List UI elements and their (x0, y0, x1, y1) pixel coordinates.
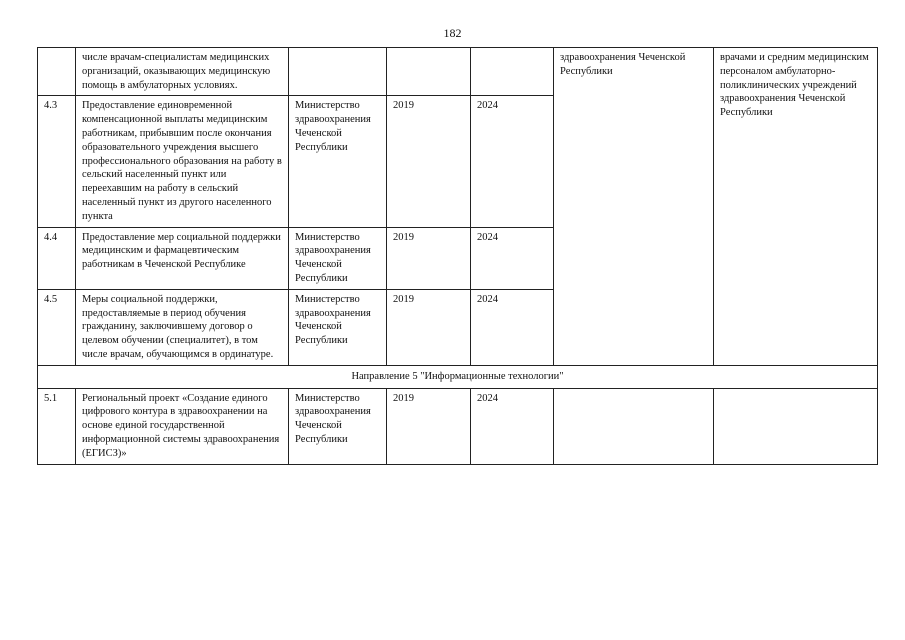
measure-name: числе врачам-специалистам медицинских организаций, оказывающих медицинскую помощь в амбулаторных условиях. (76, 48, 289, 96)
indicator-link (714, 388, 878, 464)
executor: Министерство здравоохранения Чеченской Республики (289, 96, 387, 227)
direction-row (38, 365, 878, 388)
measures-table (37, 47, 878, 465)
measure-name: Предоставление единовременной компенсационной выплаты медицинским работникам, прибывшим после окончания образовательного учреждения высшего профессионального образования на работу в сельский населенный пункт или переехавшим на работу в сельский населенный пункт из другого населенного пункта (76, 96, 289, 227)
executor: Министерство здравоохранения Чеченской Республики (289, 388, 387, 464)
executor: Министерство здравоохранения Чеченской Республики (289, 227, 387, 289)
measure-name: Региональный проект «Создание единого цифрового контура в здравоохранении на основе единой государственной информационной системы здравоохранения (ЕГИСЗ)» (76, 388, 289, 464)
end-year: 2024 (471, 289, 554, 365)
end-year: 2024 (471, 388, 554, 464)
start-year: 2019 (387, 96, 471, 227)
start-year: 2019 (387, 388, 471, 464)
row-number: 4.4 (38, 227, 76, 289)
end-year: 2024 (471, 227, 554, 289)
expected-result: здравоохранения Чеченской Республики (554, 48, 714, 366)
start-year: 2019 (387, 289, 471, 365)
row-number (38, 48, 76, 96)
page-number: 182 (443, 26, 462, 40)
row-number: 5.1 (38, 388, 76, 464)
direction-heading: Направление 5 "Информационные технологии" (38, 365, 878, 388)
expected-result (554, 388, 714, 464)
start-year: 2019 (387, 227, 471, 289)
table-row (38, 388, 878, 464)
end-year: 2024 (471, 96, 554, 227)
executor: Министерство здравоохранения Чеченской Республики (289, 289, 387, 365)
row-number: 4.5 (38, 289, 76, 365)
executor (289, 48, 387, 96)
table-row (38, 48, 878, 96)
measure-name: Предоставление мер социальной поддержки медицинским и фармацевтическим работникам в Чеченской Республике (76, 227, 289, 289)
measure-name: Меры социальной поддержки, предоставляемые в период обучения гражданину, заключившему договор о целевом обучении (специалитет), в том числе врачам, обучающимся в ординатуре. (76, 289, 289, 365)
indicator-link: врачами и средним медицинским персоналом амбулаторно-поликлинических учреждений здравоохранения Чеченской Республики (714, 48, 878, 366)
row-number: 4.3 (38, 96, 76, 227)
start-year (387, 48, 471, 96)
end-year (471, 48, 554, 96)
